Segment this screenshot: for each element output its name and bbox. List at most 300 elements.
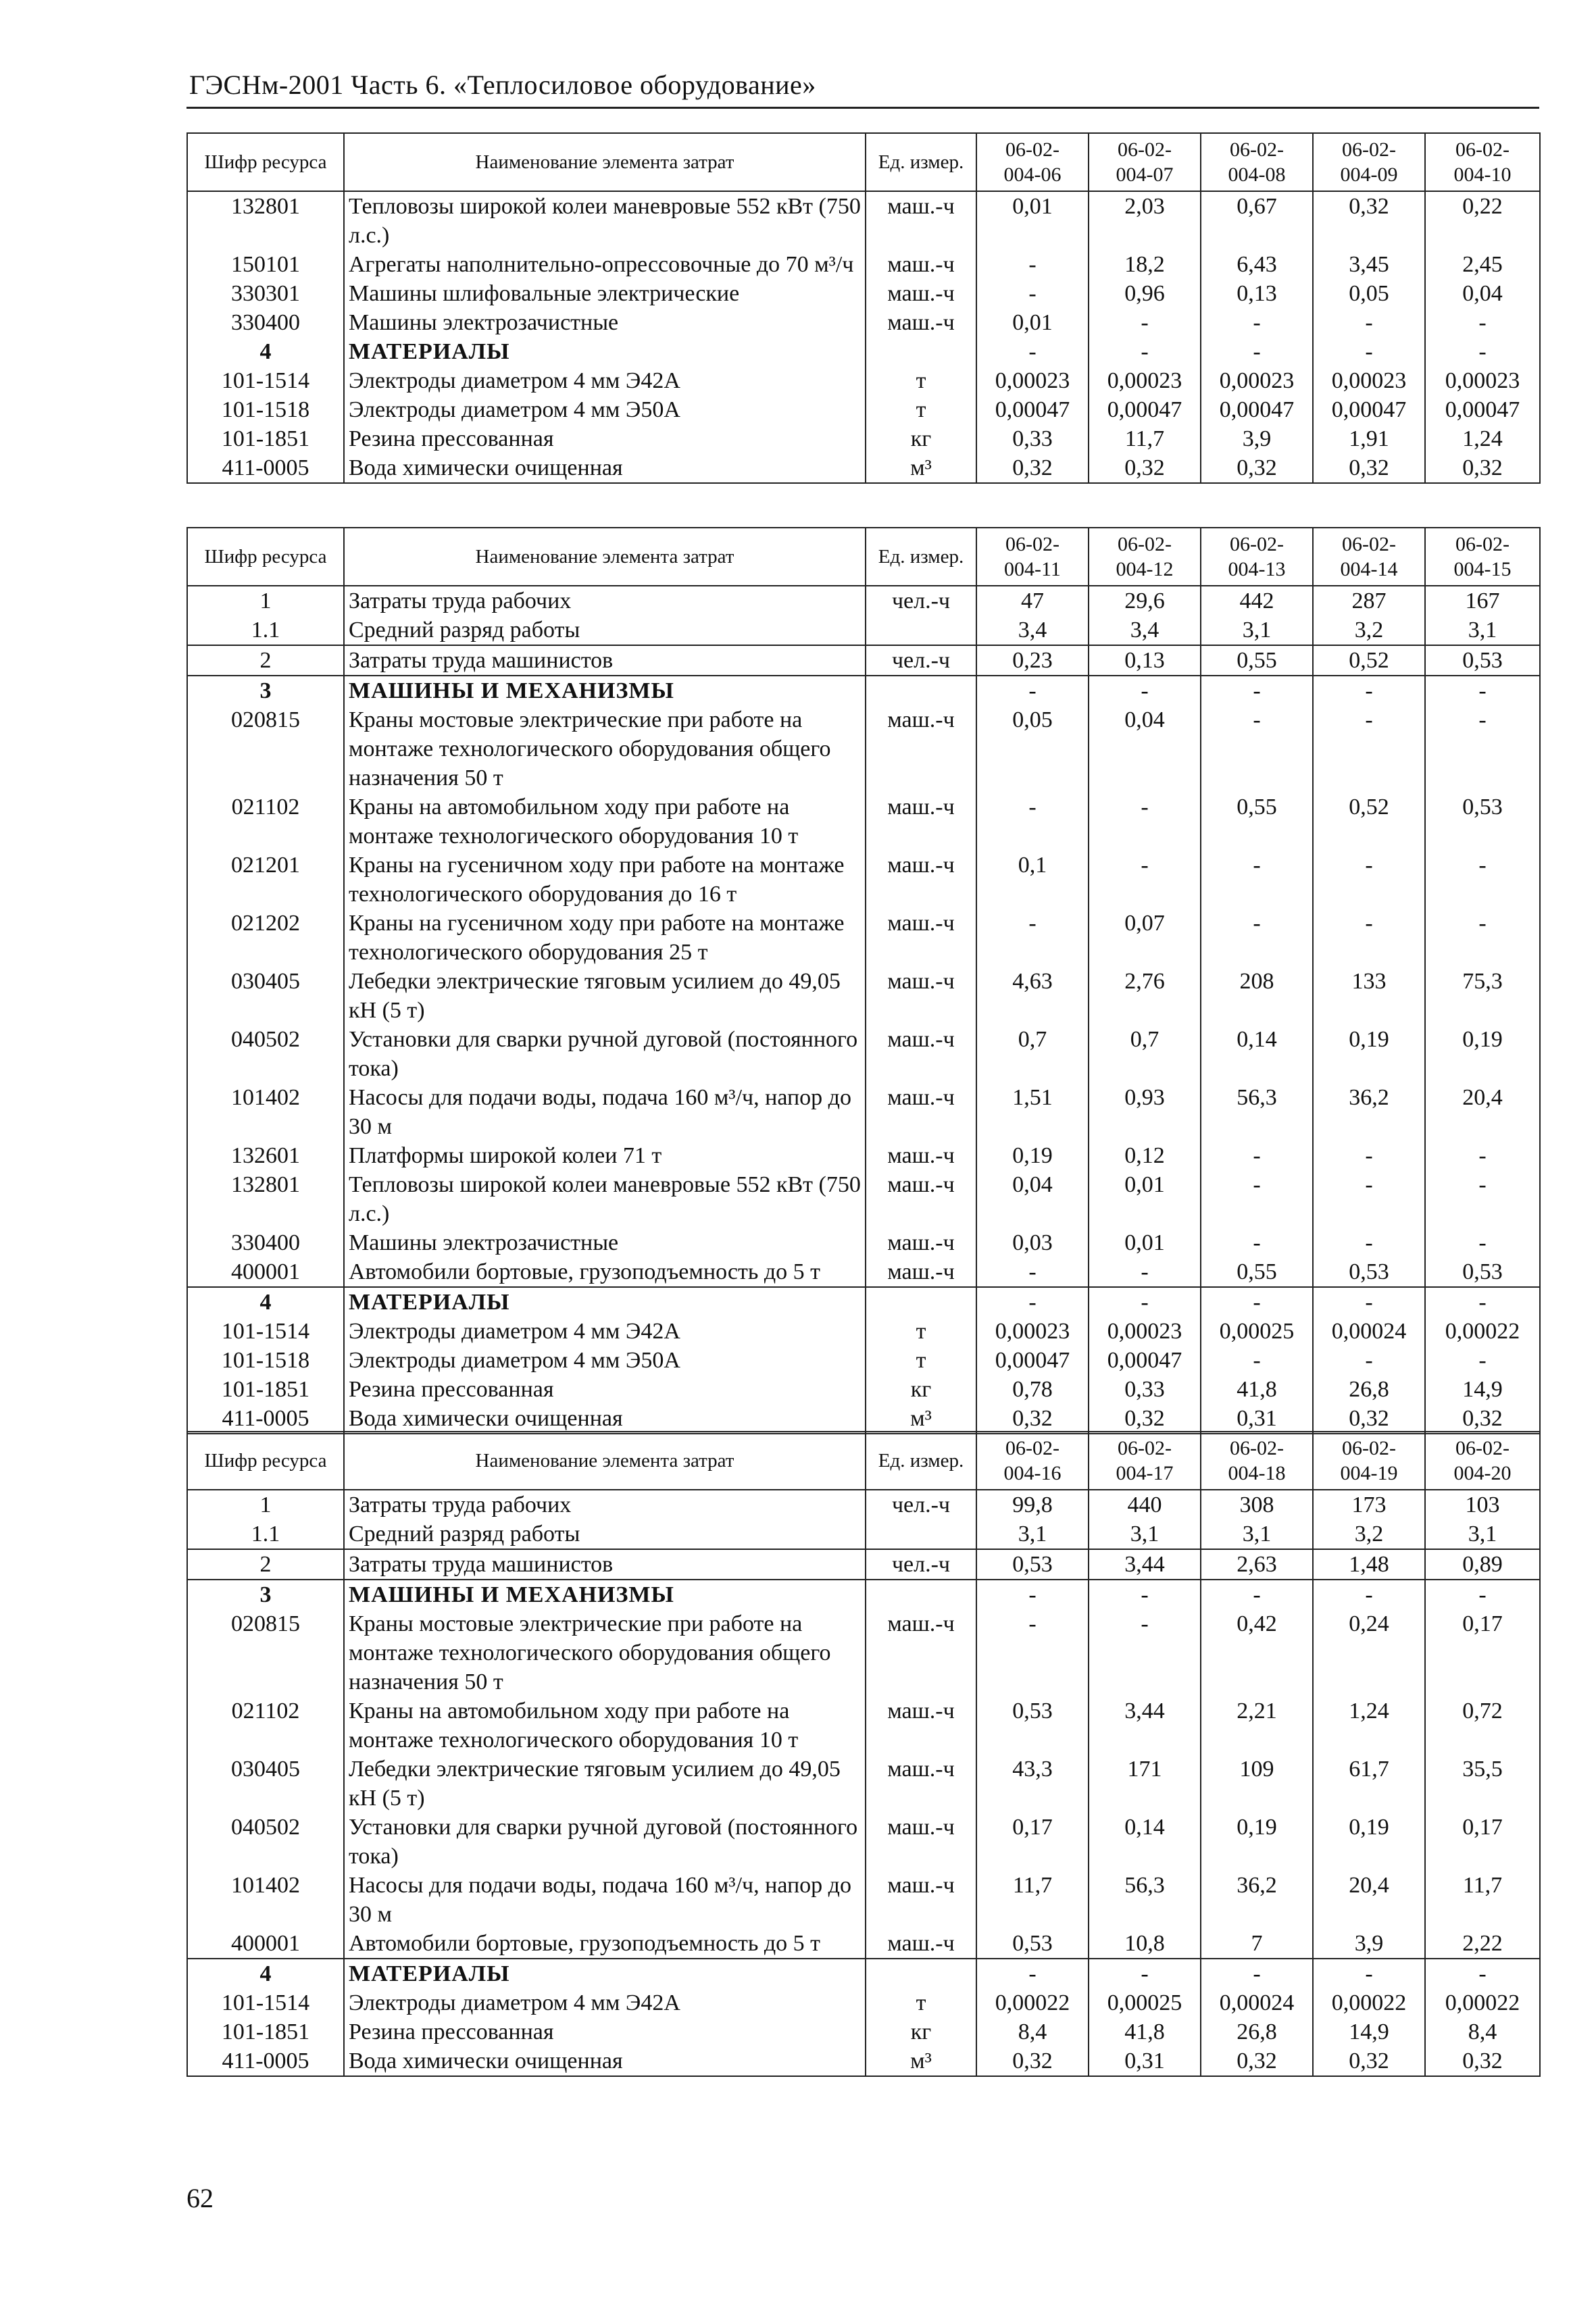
cell-value: 0,31 xyxy=(1089,2046,1201,2076)
cell-value: 0,00023 xyxy=(1313,366,1425,395)
cell-value: 3,1 xyxy=(1201,1519,1313,1549)
table xyxy=(186,132,1541,484)
cell-value: - xyxy=(1313,1346,1425,1375)
cell-value: 3,1 xyxy=(1089,1519,1201,1549)
cell-value: - xyxy=(976,1257,1089,1287)
cell-value: 0,00022 xyxy=(1313,1988,1425,2017)
cell-name: Лебедки электрические тяговым усилием до 49,05 кН (5 т) xyxy=(344,1755,866,1813)
cell-value: 0,00022 xyxy=(1425,1317,1540,1346)
cell-name: МАШИНЫ И МЕХАНИЗМЫ xyxy=(344,676,866,705)
table-row xyxy=(187,1083,1540,1141)
cell-value: 1,48 xyxy=(1313,1549,1425,1580)
cell-value: 0,01 xyxy=(976,308,1089,337)
cell-value: - xyxy=(1425,1580,1540,1609)
cell-value: - xyxy=(1313,1228,1425,1257)
cell-name: МАТЕРИАЛЫ xyxy=(344,1287,866,1317)
cell-code: 132801 xyxy=(187,191,344,250)
header-norm-code: 06-02- 004-17 xyxy=(1089,1432,1201,1490)
header-unit: Ед. измер. xyxy=(866,133,976,191)
cell-unit: т xyxy=(866,366,976,395)
cell-value: 0,31 xyxy=(1201,1404,1313,1434)
cell-name: Электроды диаметром 4 мм Э50А xyxy=(344,395,866,424)
cell-value: 11,7 xyxy=(1425,1871,1540,1929)
table-row xyxy=(187,967,1540,1025)
page-number: 62 xyxy=(186,2183,214,2213)
cell-value: 0,13 xyxy=(1201,279,1313,308)
header-name: Наименование элемента затрат xyxy=(344,133,866,191)
cell-name: Затраты труда рабочих xyxy=(344,1490,866,1519)
cell-unit: м³ xyxy=(866,453,976,483)
table-row xyxy=(187,424,1540,453)
cell-unit: маш.-ч xyxy=(866,250,976,279)
cell-code: 101-1514 xyxy=(187,1988,344,2017)
cell-code: 4 xyxy=(187,337,344,366)
cell-value: 0,42 xyxy=(1201,1609,1313,1696)
cell-value: 0,89 xyxy=(1425,1549,1540,1580)
cell-value: 20,4 xyxy=(1313,1871,1425,1929)
cell-value: 3,2 xyxy=(1313,1519,1425,1549)
cell-value: 0,01 xyxy=(1089,1170,1201,1228)
table-row xyxy=(187,1257,1540,1287)
table-row xyxy=(187,1490,1540,1519)
cell-value: 1,51 xyxy=(976,1083,1089,1141)
cell-value: 0,7 xyxy=(1089,1025,1201,1083)
table-row xyxy=(187,1988,1540,2017)
cell-value: 0,32 xyxy=(1425,2046,1540,2076)
cell-unit: маш.-ч xyxy=(866,1025,976,1083)
header-norm-code: 06-02- 004-16 xyxy=(976,1432,1089,1490)
cell-value: 56,3 xyxy=(1089,1871,1201,1929)
cell-unit: маш.-ч xyxy=(866,1228,976,1257)
cell-value: - xyxy=(1313,1170,1425,1228)
cell-value: - xyxy=(1313,308,1425,337)
cell-value: 75,3 xyxy=(1425,967,1540,1025)
cell-name: МАТЕРИАЛЫ xyxy=(344,1959,866,1988)
table-row xyxy=(187,1404,1540,1434)
table-row xyxy=(187,615,1540,645)
header-norm-code: 06-02- 004-10 xyxy=(1425,133,1540,191)
cell-value: 8,4 xyxy=(1425,2017,1540,2046)
cell-value: 0,19 xyxy=(1201,1813,1313,1871)
cell-name: Агрегаты наполнительно-опрессовочные до 70 м³/ч xyxy=(344,250,866,279)
cell-value: 8,4 xyxy=(976,2017,1089,2046)
cell-value: 0,05 xyxy=(976,705,1089,793)
cell-unit: м³ xyxy=(866,2046,976,2076)
table-row xyxy=(187,1580,1540,1609)
cell-value: 0,22 xyxy=(1425,191,1540,250)
cell-name: Электроды диаметром 4 мм Э42А xyxy=(344,1988,866,2017)
cell-value: - xyxy=(1425,676,1540,705)
cell-value: - xyxy=(1089,793,1201,851)
cell-unit: маш.-ч xyxy=(866,909,976,967)
cell-value: - xyxy=(1425,1170,1540,1228)
header-norm-code: 06-02- 004-08 xyxy=(1201,133,1313,191)
cell-code: 2 xyxy=(187,1549,344,1580)
cell-value: - xyxy=(1201,676,1313,705)
cell-value: 11,7 xyxy=(1089,424,1201,453)
cell-value: 0,00047 xyxy=(976,395,1089,424)
resource-table-1 xyxy=(186,132,1539,484)
cell-value: 0,14 xyxy=(1089,1813,1201,1871)
cell-value: 3,44 xyxy=(1089,1549,1201,1580)
resource-table-3 xyxy=(186,1431,1539,2077)
cell-code: 411-0005 xyxy=(187,1404,344,1434)
cell-value: - xyxy=(1425,1141,1540,1170)
cell-unit: маш.-ч xyxy=(866,1141,976,1170)
cell-value: 0,19 xyxy=(1313,1025,1425,1083)
cell-name: Затраты труда машинистов xyxy=(344,645,866,676)
cell-value: - xyxy=(1201,308,1313,337)
cell-value: 0,53 xyxy=(976,1549,1089,1580)
cell-code: 101402 xyxy=(187,1871,344,1929)
cell-value: 0,00023 xyxy=(1089,1317,1201,1346)
cell-value: - xyxy=(1201,1346,1313,1375)
cell-value: 0,00023 xyxy=(1089,366,1201,395)
cell-value: - xyxy=(1089,851,1201,909)
cell-value: 2,21 xyxy=(1201,1696,1313,1755)
header-norm-code: 06-02- 004-14 xyxy=(1313,528,1425,586)
cell-value: 0,53 xyxy=(1313,1257,1425,1287)
table-row xyxy=(187,645,1540,676)
cell-value: 0,32 xyxy=(1201,2046,1313,2076)
cell-value: 20,4 xyxy=(1425,1083,1540,1141)
cell-value: - xyxy=(1425,1228,1540,1257)
cell-unit: маш.-ч xyxy=(866,1257,976,1287)
cell-unit: маш.-ч xyxy=(866,851,976,909)
cell-value: 11,7 xyxy=(976,1871,1089,1929)
cell-value: 0,32 xyxy=(1201,453,1313,483)
cell-value: 41,8 xyxy=(1201,1375,1313,1404)
cell-value: 61,7 xyxy=(1313,1755,1425,1813)
cell-value: - xyxy=(1425,308,1540,337)
cell-name: Вода химически очищенная xyxy=(344,453,866,483)
cell-name: Средний разряд работы xyxy=(344,1519,866,1549)
cell-value: 0,32 xyxy=(1313,191,1425,250)
cell-unit: маш.-ч xyxy=(866,1696,976,1755)
table-row xyxy=(187,1141,1540,1170)
cell-name: Машины электрозачистные xyxy=(344,1228,866,1257)
table-row xyxy=(187,366,1540,395)
cell-name: Электроды диаметром 4 мм Э50А xyxy=(344,1346,866,1375)
table-row xyxy=(187,851,1540,909)
cell-value: 0,13 xyxy=(1089,645,1201,676)
cell-value: 0,03 xyxy=(976,1228,1089,1257)
cell-name: Краны на гусеничном ходу при работе на монтаже технологического оборудования до 16 т xyxy=(344,851,866,909)
cell-name: Вода химически очищенная xyxy=(344,1404,866,1434)
table-row xyxy=(187,1959,1540,1988)
cell-code: 330400 xyxy=(187,1228,344,1257)
table-row xyxy=(187,793,1540,851)
cell-value: 0,7 xyxy=(976,1025,1089,1083)
cell-name: Краны мостовые электрические при работе на монтаже технологического оборудования общего назначения 50 т xyxy=(344,1609,866,1696)
cell-value: 1,91 xyxy=(1313,424,1425,453)
cell-value: - xyxy=(1089,676,1201,705)
resource-table-2 xyxy=(186,527,1539,1434)
table-row xyxy=(187,308,1540,337)
table-row xyxy=(187,453,1540,483)
cell-code: 101-1514 xyxy=(187,1317,344,1346)
cell-value: - xyxy=(1313,705,1425,793)
cell-value: - xyxy=(976,279,1089,308)
cell-name: Краны мостовые электрические при работе на монтаже технологического оборудования общего назначения 50 т xyxy=(344,705,866,793)
table xyxy=(186,1431,1541,2077)
cell-value: - xyxy=(1313,1959,1425,1988)
cell-code: 2 xyxy=(187,645,344,676)
cell-name: Вода химически очищенная xyxy=(344,2046,866,2076)
cell-value: 0,05 xyxy=(1313,279,1425,308)
cell-value: 0,00023 xyxy=(976,366,1089,395)
table-row xyxy=(187,1549,1540,1580)
cell-value: 36,2 xyxy=(1201,1871,1313,1929)
cell-value: 0,00023 xyxy=(976,1317,1089,1346)
cell-value: 0,00047 xyxy=(1201,395,1313,424)
cell-name: Краны на автомобильном ходу при работе на монтаже технологического оборудования 10 т xyxy=(344,1696,866,1755)
table-row xyxy=(187,250,1540,279)
cell-value: 0,52 xyxy=(1313,793,1425,851)
cell-name: МАШИНЫ И МЕХАНИЗМЫ xyxy=(344,1580,866,1609)
cell-value: 109 xyxy=(1201,1755,1313,1813)
cell-unit: маш.-ч xyxy=(866,1755,976,1813)
cell-value: 3,4 xyxy=(1089,615,1201,645)
cell-value: 0,32 xyxy=(976,453,1089,483)
table-row xyxy=(187,279,1540,308)
cell-unit: маш.-ч xyxy=(866,1609,976,1696)
cell-name: Лебедки электрические тяговым усилием до 49,05 кН (5 т) xyxy=(344,967,866,1025)
cell-value: 0,04 xyxy=(976,1170,1089,1228)
cell-value: 0,00025 xyxy=(1201,1317,1313,1346)
cell-name: Машины электрозачистные xyxy=(344,308,866,337)
cell-unit: кг xyxy=(866,1375,976,1404)
cell-value: - xyxy=(1201,337,1313,366)
cell-name: Резина прессованная xyxy=(344,424,866,453)
cell-code: 030405 xyxy=(187,1755,344,1813)
table-row xyxy=(187,1929,1540,1959)
cell-name: Краны на автомобильном ходу при работе на монтаже технологического оборудования 10 т xyxy=(344,793,866,851)
cell-value: 0,19 xyxy=(1313,1813,1425,1871)
cell-value: 0,24 xyxy=(1313,1609,1425,1696)
cell-value: 0,00023 xyxy=(1425,366,1540,395)
cell-value: 0,01 xyxy=(1089,1228,1201,1257)
cell-value: - xyxy=(976,337,1089,366)
cell-value: - xyxy=(1201,1580,1313,1609)
cell-unit: маш.-ч xyxy=(866,1929,976,1959)
cell-code: 1 xyxy=(187,586,344,615)
cell-name: Краны на гусеничном ходу при работе на монтаже технологического оборудования 25 т xyxy=(344,909,866,967)
cell-unit: чел.-ч xyxy=(866,1549,976,1580)
cell-value: 0,52 xyxy=(1313,645,1425,676)
table-row xyxy=(187,705,1540,793)
cell-value: 26,8 xyxy=(1313,1375,1425,1404)
cell-value: - xyxy=(976,676,1089,705)
cell-value: 0,96 xyxy=(1089,279,1201,308)
cell-code: 101402 xyxy=(187,1083,344,1141)
cell-code: 021102 xyxy=(187,1696,344,1755)
cell-code: 4 xyxy=(187,1959,344,1988)
cell-name: Тепловозы широкой колеи маневровые 552 кВт (750 л.с.) xyxy=(344,1170,866,1228)
cell-code: 400001 xyxy=(187,1929,344,1959)
cell-code: 101-1514 xyxy=(187,366,344,395)
cell-value: 0,33 xyxy=(976,424,1089,453)
cell-code: 020815 xyxy=(187,705,344,793)
cell-value: 0,32 xyxy=(1089,1404,1201,1434)
header-name: Наименование элемента затрат xyxy=(344,528,866,586)
cell-value: 0,53 xyxy=(1425,645,1540,676)
cell-value: 18,2 xyxy=(1089,250,1201,279)
table-row xyxy=(187,1755,1540,1813)
cell-value: 99,8 xyxy=(976,1490,1089,1519)
page-header: ГЭСНм-2001 Часть 6. «Теплосиловое оборудование» xyxy=(189,70,816,100)
cell-value: - xyxy=(1425,337,1540,366)
cell-value: 0,00047 xyxy=(1425,395,1540,424)
cell-unit: маш.-ч xyxy=(866,279,976,308)
table-row xyxy=(187,1696,1540,1755)
cell-value: 0,32 xyxy=(976,2046,1089,2076)
cell-value: 0,32 xyxy=(1313,1404,1425,1434)
cell-value: 3,45 xyxy=(1313,250,1425,279)
header-code: Шифр ресурса xyxy=(187,1432,344,1490)
cell-name: Электроды диаметром 4 мм Э42А xyxy=(344,366,866,395)
table-row xyxy=(187,2017,1540,2046)
cell-code: 4 xyxy=(187,1287,344,1317)
cell-code: 101-1851 xyxy=(187,2017,344,2046)
cell-value: 0,17 xyxy=(976,1813,1089,1871)
cell-value: 0,32 xyxy=(1425,453,1540,483)
cell-unit xyxy=(866,1287,976,1317)
cell-unit: чел.-ч xyxy=(866,645,976,676)
header-norm-code: 06-02- 004-19 xyxy=(1313,1432,1425,1490)
cell-code: 040502 xyxy=(187,1813,344,1871)
table-row xyxy=(187,395,1540,424)
cell-value: 0,04 xyxy=(1089,705,1201,793)
cell-value: 0,01 xyxy=(976,191,1089,250)
cell-unit: маш.-ч xyxy=(866,1170,976,1228)
table-row xyxy=(187,676,1540,705)
header-norm-code: 06-02- 004-15 xyxy=(1425,528,1540,586)
cell-value: - xyxy=(1313,909,1425,967)
header-norm-code: 06-02- 004-20 xyxy=(1425,1432,1540,1490)
cell-value: 4,63 xyxy=(976,967,1089,1025)
cell-code: 101-1851 xyxy=(187,1375,344,1404)
cell-value: 440 xyxy=(1089,1490,1201,1519)
cell-value: 0,55 xyxy=(1201,1257,1313,1287)
cell-value: 36,2 xyxy=(1313,1083,1425,1141)
table-row xyxy=(187,1609,1540,1696)
cell-value: 6,43 xyxy=(1201,250,1313,279)
cell-name: Затраты труда рабочих xyxy=(344,586,866,615)
header-code: Шифр ресурса xyxy=(187,528,344,586)
cell-value: 2,76 xyxy=(1089,967,1201,1025)
cell-code: 3 xyxy=(187,676,344,705)
cell-unit: чел.-ч xyxy=(866,1490,976,1519)
table-row xyxy=(187,1375,1540,1404)
cell-value: - xyxy=(1201,1287,1313,1317)
cell-value: 7 xyxy=(1201,1929,1313,1959)
cell-value: 0,17 xyxy=(1425,1813,1540,1871)
cell-value: 0,32 xyxy=(1313,453,1425,483)
table-row xyxy=(187,1170,1540,1228)
cell-value: 0,00047 xyxy=(1089,1346,1201,1375)
table-row xyxy=(187,1228,1540,1257)
cell-value: 3,9 xyxy=(1201,424,1313,453)
cell-code: 411-0005 xyxy=(187,453,344,483)
cell-value: 0,17 xyxy=(1425,1609,1540,1696)
cell-value: - xyxy=(976,1580,1089,1609)
table xyxy=(186,527,1541,1434)
cell-value: 14,9 xyxy=(1313,2017,1425,2046)
table-row xyxy=(187,1346,1540,1375)
table-row xyxy=(187,2046,1540,2076)
cell-unit: маш.-ч xyxy=(866,1083,976,1141)
cell-code: 040502 xyxy=(187,1025,344,1083)
cell-name: Насосы для подачи воды, подача 160 м³/ч, напор до 30 м xyxy=(344,1871,866,1929)
cell-value: 0,00022 xyxy=(976,1988,1089,2017)
cell-value: - xyxy=(976,909,1089,967)
cell-value: - xyxy=(1201,705,1313,793)
cell-value: - xyxy=(1089,337,1201,366)
header-code: Шифр ресурса xyxy=(187,133,344,191)
cell-value: - xyxy=(1313,1287,1425,1317)
cell-name: Резина прессованная xyxy=(344,1375,866,1404)
cell-code: 132601 xyxy=(187,1141,344,1170)
table-row xyxy=(187,1813,1540,1871)
cell-value: - xyxy=(1201,909,1313,967)
cell-value: 0,53 xyxy=(976,1696,1089,1755)
cell-code: 330400 xyxy=(187,308,344,337)
cell-value: 0,00047 xyxy=(1089,395,1201,424)
cell-value: 2,22 xyxy=(1425,1929,1540,1959)
cell-value: 173 xyxy=(1313,1490,1425,1519)
cell-value: 29,6 xyxy=(1089,586,1201,615)
cell-value: 0,53 xyxy=(1425,793,1540,851)
cell-value: 0,78 xyxy=(976,1375,1089,1404)
cell-name: Автомобили бортовые, грузоподъемность до 5 т xyxy=(344,1929,866,1959)
cell-value: 442 xyxy=(1201,586,1313,615)
table-row xyxy=(187,1317,1540,1346)
cell-unit: маш.-ч xyxy=(866,308,976,337)
cell-value: - xyxy=(1089,1959,1201,1988)
cell-value: - xyxy=(1313,1580,1425,1609)
cell-code: 101-1851 xyxy=(187,424,344,453)
cell-value: 0,32 xyxy=(1425,1404,1540,1434)
cell-value: 14,9 xyxy=(1425,1375,1540,1404)
cell-value: 35,5 xyxy=(1425,1755,1540,1813)
cell-unit: маш.-ч xyxy=(866,1813,976,1871)
cell-name: Резина прессованная xyxy=(344,2017,866,2046)
table-row xyxy=(187,909,1540,967)
cell-unit: м³ xyxy=(866,1404,976,1434)
cell-value: 133 xyxy=(1313,967,1425,1025)
cell-value: 56,3 xyxy=(1201,1083,1313,1141)
cell-code: 1.1 xyxy=(187,615,344,645)
cell-value: 0,07 xyxy=(1089,909,1201,967)
cell-unit: т xyxy=(866,1988,976,2017)
cell-value: 41,8 xyxy=(1089,2017,1201,2046)
header-norm-code: 06-02- 004-06 xyxy=(976,133,1089,191)
cell-code: 020815 xyxy=(187,1609,344,1696)
cell-name: Платформы широкой колеи 71 т xyxy=(344,1141,866,1170)
header-name: Наименование элемента затрат xyxy=(344,1432,866,1490)
cell-value: 0,32 xyxy=(1313,2046,1425,2076)
header-norm-code: 06-02- 004-11 xyxy=(976,528,1089,586)
cell-value: 47 xyxy=(976,586,1089,615)
cell-value: 0,00024 xyxy=(1201,1988,1313,2017)
cell-value: - xyxy=(1313,1141,1425,1170)
cell-value: - xyxy=(1425,1287,1540,1317)
cell-value: 0,00022 xyxy=(1425,1988,1540,2017)
cell-value: 0,19 xyxy=(976,1141,1089,1170)
cell-value: 0,32 xyxy=(976,1404,1089,1434)
cell-code: 400001 xyxy=(187,1257,344,1287)
